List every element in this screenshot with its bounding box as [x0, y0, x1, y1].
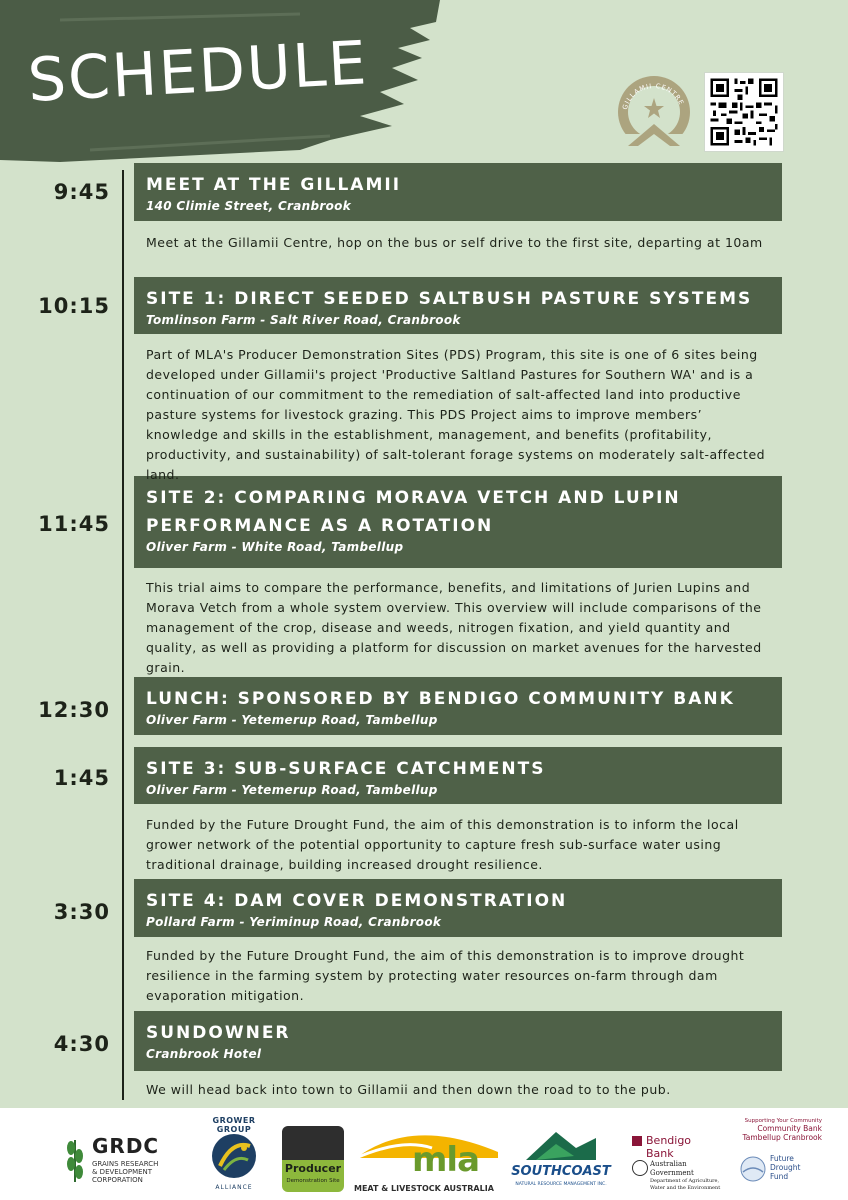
grdc-line: & DEVELOPMENT [92, 1168, 153, 1176]
time-label: 3:30 [53, 900, 110, 924]
schedule-item-heading: SITE 2: COMPARING MORAVA VETCH AND LUPIN PERFORMANCE AS A ROTATION [146, 488, 681, 536]
southcoast-logo [508, 1126, 614, 1192]
sponsor-footer [0, 1108, 848, 1200]
mla-logo [352, 1122, 502, 1196]
schedule-item-header [134, 677, 782, 735]
schedule-item-description: This trial aims to compare the performance, benefits, and limitations of Jurien Lupins and Morava Vetch from a whole system overview. This overview will include comparisons of the management of the crop, disease and weeds, nitrogen fixation, and yield quantity and quality, as well as providing a platform for discussion on market avenues for the harvested grain. [146, 580, 762, 675]
community-line: Tambellup Cranbrook [742, 1133, 822, 1142]
schedule-item-location: Tomlinson Farm - Salt River Road, Cranbrook [146, 313, 461, 327]
schedule-item-description: Funded by the Future Drought Fund, the aim of this demonstration is to improve drought resilience in the farming system by protecting water resources on-farm through dam evaporation mitigation. [146, 948, 745, 1003]
producer-sub: Demonstration Site [286, 1178, 340, 1184]
schedule-item-location: Pollard Farm - Yeriminup Road, Cranbrook [146, 915, 442, 929]
govt-line: Water and the Environment [650, 1185, 721, 1191]
bendigo-name: Bendigo Bank [646, 1134, 692, 1160]
cattle-icon [282, 1126, 344, 1160]
schedule-item-description: Meet at the Gillamii Centre, hop on the bus or self drive to the first site, departing at 10am [146, 235, 763, 250]
schedule-item-heading: LUNCH: SPONSORED BY BENDIGO COMMUNITY BANK [146, 689, 735, 709]
producer-demo-site-logo [282, 1126, 344, 1192]
schedule-item-header [134, 476, 782, 568]
schedule-item-header [134, 1011, 782, 1071]
time-label: 4:30 [53, 1032, 110, 1056]
mla-name: mla [412, 1140, 480, 1180]
southcoast-hills-icon [526, 1126, 596, 1162]
schedule-item-heading: SITE 1: DIRECT SEEDED SALTBUSH PASTURE SYSTEMS [146, 289, 753, 309]
schedule-item-location: Cranbrook Hotel [146, 1047, 262, 1061]
schedule-item-header [134, 163, 782, 221]
drought-fund-circle-icon [740, 1156, 766, 1182]
schedule-item-location: Oliver Farm - Yetemerup Road, Tambellup [146, 713, 438, 727]
grdc-line: CORPORATION [92, 1176, 143, 1184]
bendigo-icon [632, 1136, 642, 1146]
logo-text: GILLAMII CENTRE [620, 81, 686, 111]
schedule-item-description: Part of MLA's Producer Demonstration Sites (PDS) Program, this site is one of 6 sites being developed under Gillamii's project 'Productive Saltland Pastures for Southern WA' and is a continuation of our commitment to the remediation of salt-affected land into productive pasture systems for livestock grazing. This PDS Project aims to improve members’ knowledge and skills in the establishment, management, and benefits (profitability, productivity, and sustainability) of salt-tolerant forage systems on moderately salt-affected land. [146, 347, 766, 482]
schedule-item-description: Funded by the Future Drought Fund, the aim of this demonstration is to inform the local grower network of the potential opportunity to capture fresh sub-surface water using traditional drainage, building increased drought resilience. [146, 817, 739, 872]
schedule-item-header [134, 747, 782, 804]
coat-of-arms-icon [632, 1160, 648, 1176]
community-line: Supporting Your Community [744, 1118, 822, 1124]
timeline-line [122, 170, 124, 1100]
schedule-item-heading: MEET AT THE GILLAMII [146, 175, 402, 195]
future-drought-fund-logo [740, 1154, 830, 1196]
grower-group-top: GROWER GROUP [212, 1116, 256, 1134]
schedule-item-location: 140 Climie Street, Cranbrook [146, 199, 351, 213]
schedule-item-location: Oliver Farm - Yetemerup Road, Tambellup [146, 783, 438, 797]
grdc-logo [64, 1132, 194, 1192]
schedule-item-heading: SUNDOWNER [146, 1023, 291, 1043]
grdc-name: GRDC [92, 1134, 160, 1158]
page-title: SCHEDULE [26, 28, 370, 116]
govt-line: Department of Agriculture, [650, 1178, 720, 1184]
schedule-item-header [134, 879, 782, 937]
time-label: 10:15 [38, 294, 110, 318]
mla-sub: MEAT & LIVESTOCK AUSTRALIA [354, 1184, 494, 1193]
fdf-line: Drought [770, 1163, 801, 1172]
gillamii-logo [614, 72, 694, 158]
fdf-line: Fund [770, 1172, 789, 1181]
southcoast-sub: NATURAL RESOURCE MANAGEMENT INC. [515, 1182, 607, 1187]
grower-group-bottom: ALLIANCE [215, 1184, 253, 1191]
fdf-line: Future [770, 1154, 794, 1163]
govt-line: Australian Government [650, 1160, 694, 1177]
producer-name: Producer [284, 1162, 342, 1175]
grdc-sub [92, 1160, 158, 1184]
schedule-item-description: We will head back into town to Gillamii and then down the road to to the pub. [146, 1082, 671, 1097]
time-label: 9:45 [53, 180, 110, 204]
qr-code[interactable] [704, 72, 784, 152]
time-label: 1:45 [53, 766, 110, 790]
schedule-item-heading: SITE 4: DAM COVER DEMONSTRATION [146, 891, 568, 911]
wheat-icon [64, 1136, 86, 1184]
community-line: Community Bank [757, 1124, 822, 1133]
schedule-item-heading: SITE 3: SUB-SURFACE CATCHMENTS [146, 759, 546, 779]
bendigo-bank-logo [632, 1132, 722, 1160]
grower-group-alliance-logo [198, 1116, 270, 1196]
australian-government-logo [632, 1158, 728, 1192]
time-label: 12:30 [38, 698, 110, 722]
community-bank-logo [726, 1118, 822, 1150]
schedule-item-location: Oliver Farm - White Road, Tambellup [146, 540, 404, 554]
grdc-line: GRAINS RESEARCH [92, 1160, 159, 1168]
schedule-item-header [134, 277, 782, 334]
southcoast-name: SOUTHCOAST [511, 1164, 611, 1179]
time-label: 11:45 [38, 512, 110, 536]
